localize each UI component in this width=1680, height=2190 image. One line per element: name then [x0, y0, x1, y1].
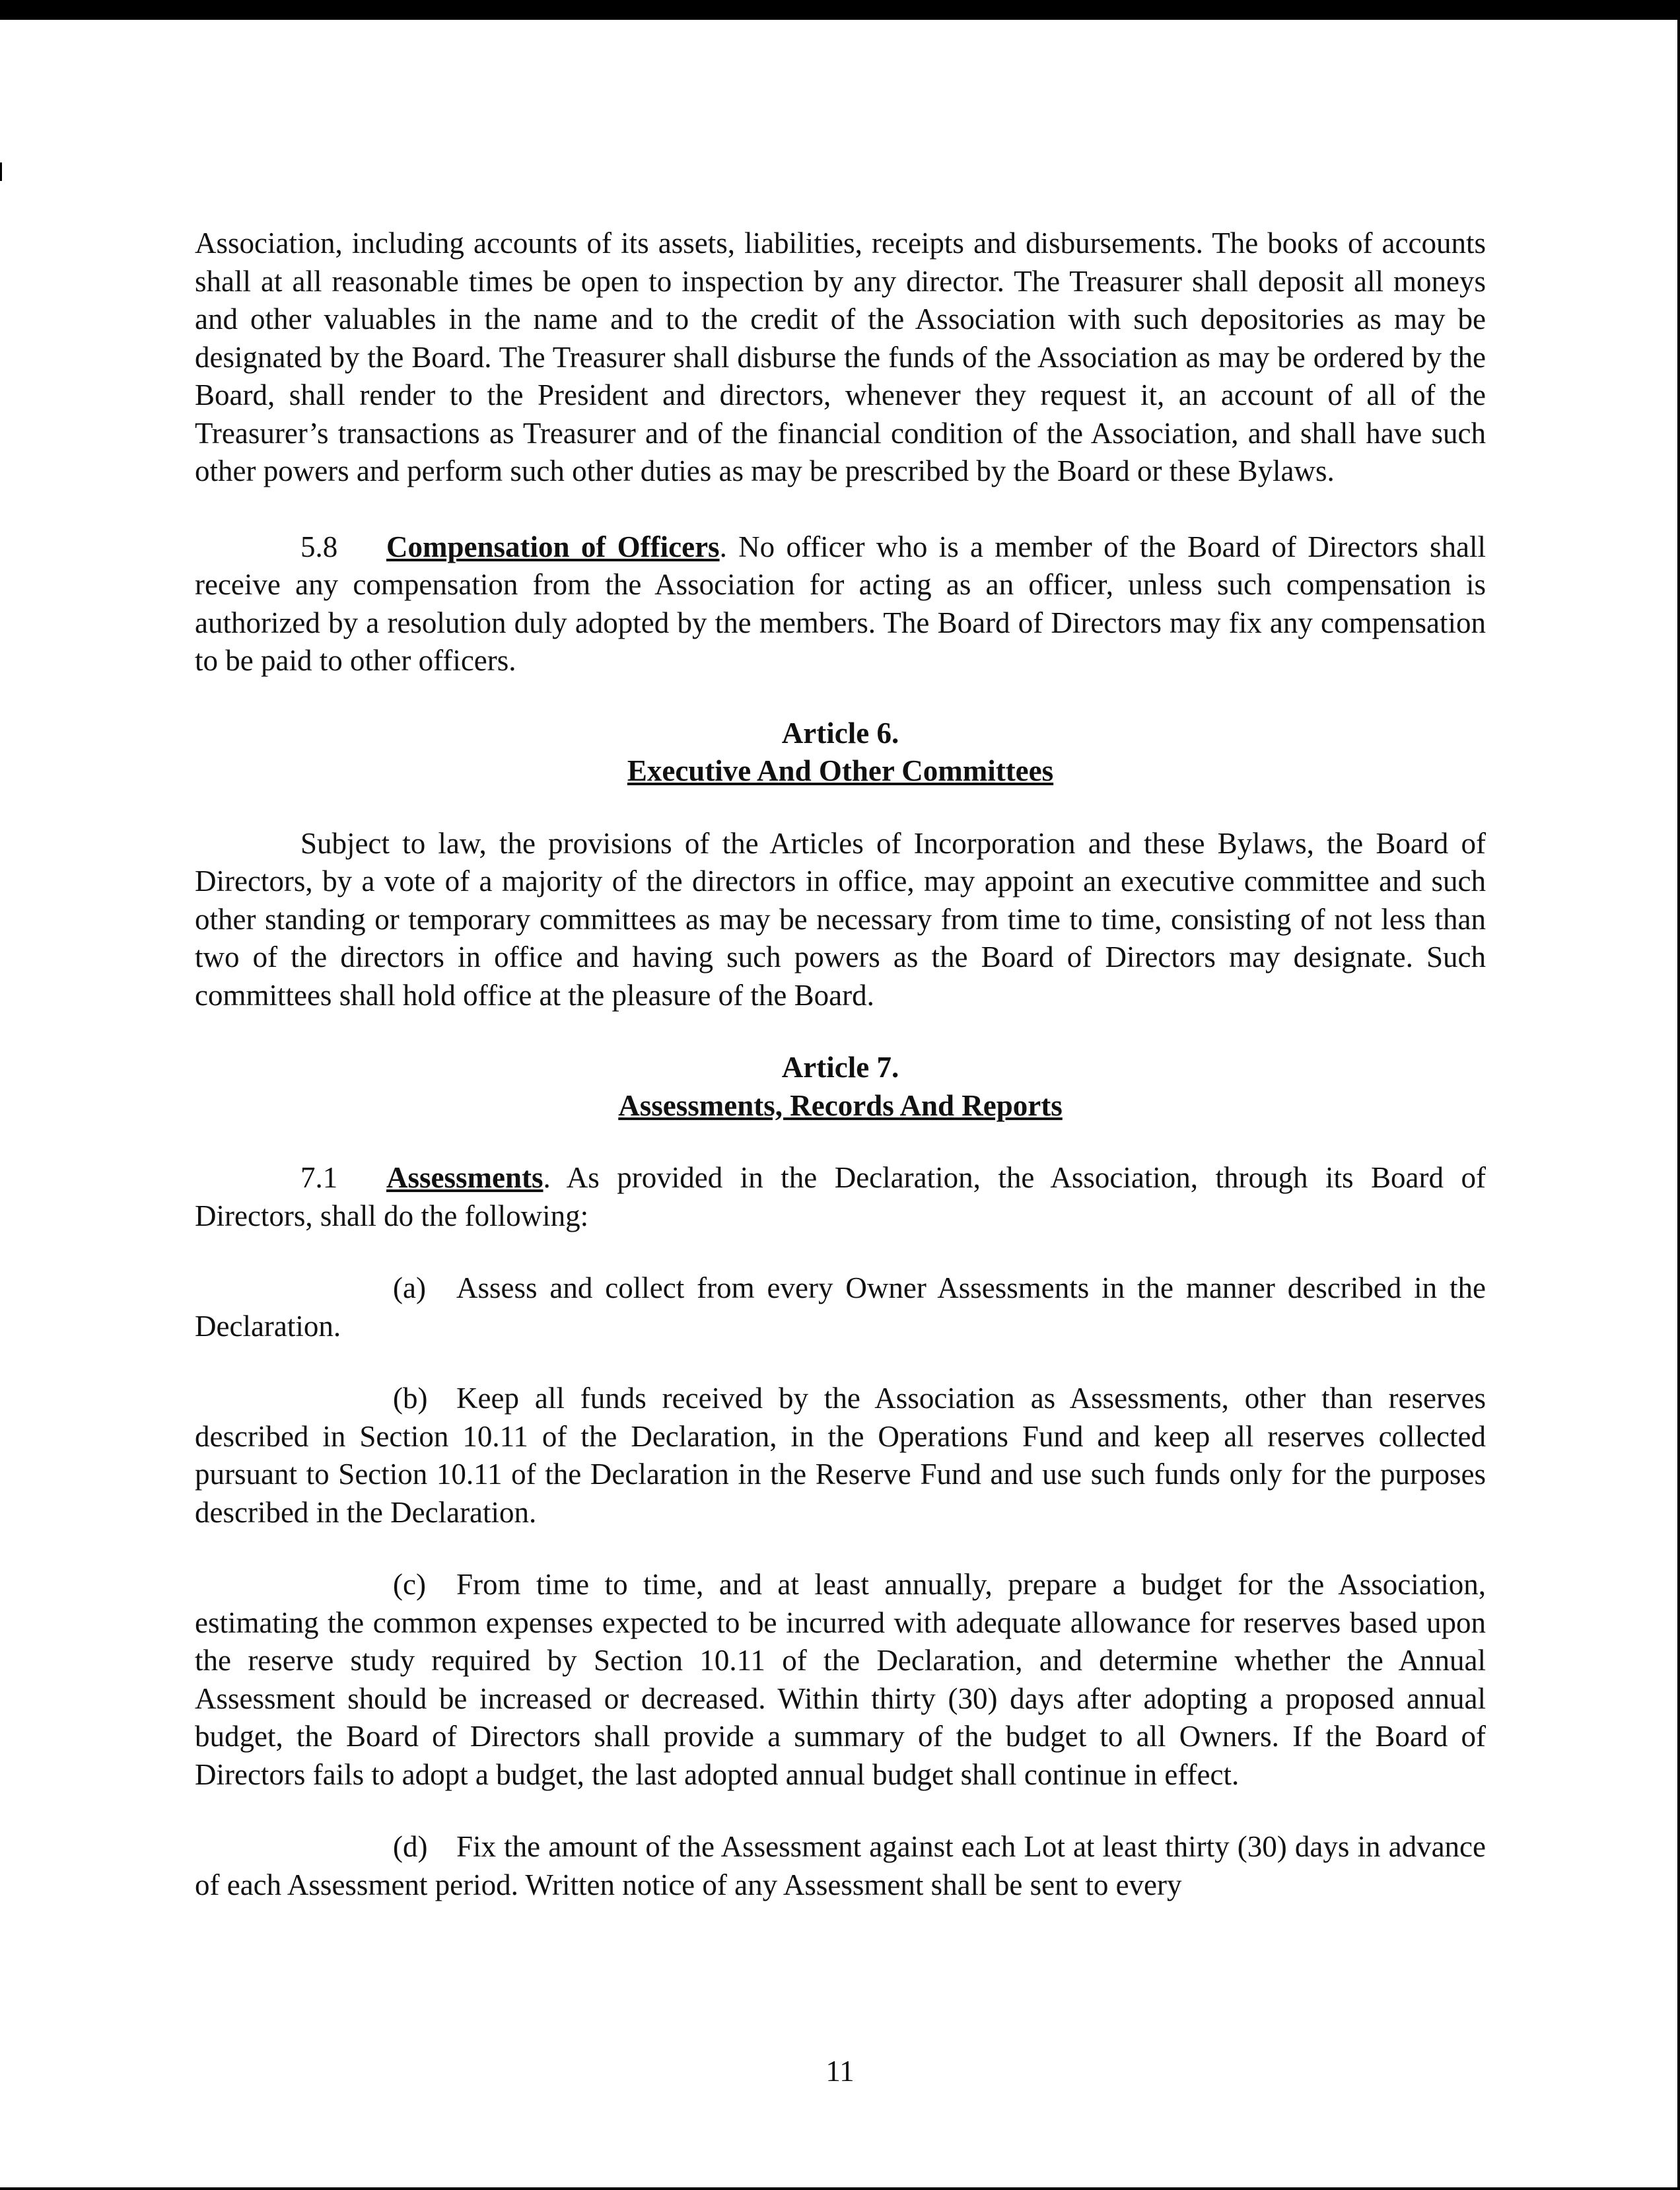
- scan-margin-mark: [0, 162, 2, 181]
- section-number: 7.1: [300, 1161, 338, 1194]
- treasurer-paragraph: Association, including accounts of its assets, liabilities, receipts and disbursements. The books of accounts shall at all reasonable times be open to inspection by any director. The Treasurer shall deposit all moneys and other valuables in the name and to the credit of the Association with such depositories as may be designated by the Board. The Treasurer shall disburse the funds of the Association as may be ordered by the Board, shall render to the President and directors, whenever they request it, an account of all of the Treasurer’s transactions as Treasurer and of the financial condition of the Association, and shall have such other powers and perform such other duties as may be prescribed by the Board or these Bylaws.: [195, 227, 1486, 487]
- article-title: Article 7.: [781, 1051, 899, 1084]
- section-number: 5.8: [300, 530, 338, 563]
- subsection-c: [195, 1566, 1486, 1794]
- subsection-body: From time to time, and at least annually, prepare a budget for the Association, estimating the common expenses expected to be incurred with adequate allowance for reserves based upon the reserve study required by Section 10.11 of the Declaration, and determine whether the Annual Assessment should be increased or decreased. Within thirty (30) days after adopting a proposed annual budget, the Board of Directors shall provide a summary of the budget to all Owners. If the Board of Directors fails to adopt a budget, the last adopted annual budget shall continue in effect.: [195, 1568, 1486, 1791]
- section-5-8: [195, 528, 1486, 680]
- article-subtitle: Executive And Other Committees: [627, 754, 1054, 787]
- section-7-1: [195, 1159, 1486, 1235]
- article-6-heading: [195, 715, 1486, 791]
- scan-border-right: [1677, 20, 1680, 2190]
- section-body: . No officer who is a member of the Board of Directors shall receive any compensation from the Association for acting as an officer, unless such compensation is authorized by a resolution duly adopted by the members. The Board of Directors may fix any compensation to be paid to other officers.: [195, 530, 1486, 677]
- scan-border-top: [0, 0, 1680, 20]
- article-title: Article 6.: [781, 716, 899, 750]
- subsection-body: Keep all funds received by the Association as Assessments, other than reserves described in Section 10.11 of the Declaration, in the Operations Fund and keep all reserves collected pursuant to Section 10.11 of the Declaration in the Reserve Fund and use such funds only for the purposes described in the Declaration.: [195, 1382, 1486, 1529]
- section-heading: Compensation of Officers: [386, 530, 720, 563]
- subsection-label: (a): [393, 1271, 426, 1304]
- subsection-body: Assess and collect from every Owner Assessments in the manner described in the Declaration.: [195, 1271, 1486, 1343]
- subsection-d: [195, 1828, 1486, 1904]
- subsection-b: [195, 1380, 1486, 1532]
- page-number: 11: [825, 2055, 855, 2088]
- section-heading: Assessments: [386, 1161, 543, 1194]
- subsection-label: (d): [393, 1830, 428, 1863]
- subsection-body: Fix the amount of the Assessment against each Lot at least thirty (30) days in advance of each Assessment period. Written notice of any Assessment shall be sent to every: [195, 1830, 1486, 1901]
- subsection-label: (b): [393, 1382, 428, 1415]
- subsection-a: [195, 1269, 1486, 1345]
- article-subtitle: Assessments, Records And Reports: [618, 1088, 1063, 1122]
- section-body: . As provided in the Declaration, the Association, through its Board of Directors, shall do the following:: [195, 1161, 1486, 1232]
- document-page: [195, 225, 1486, 1904]
- article-7-heading: [195, 1049, 1486, 1125]
- article-6-paragraph: Subject to law, the provisions of the Articles of Incorporation and these Bylaws, the Board of Directors, by a vote of a majority of the directors in office, may appoint an executive committee and such other standing or temporary committees as may be necessary from time to time, consisting of not less than two of the directors in office and having such powers as the Board of Directors may designate. Such committees shall hold office at the pleasure of the Board.: [195, 826, 1486, 1012]
- subsection-label: (c): [393, 1568, 426, 1601]
- scan-border-bottom: [0, 2187, 1680, 2190]
